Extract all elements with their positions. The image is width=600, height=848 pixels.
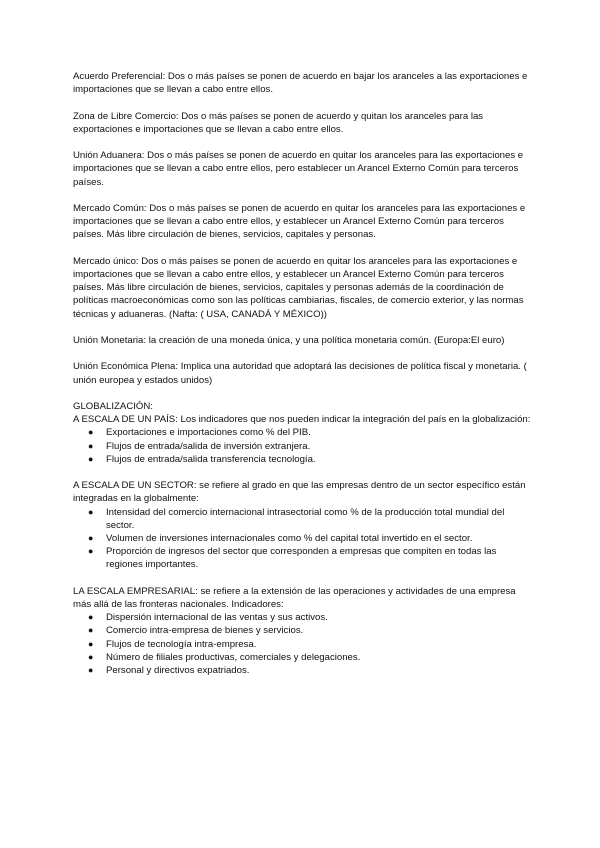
list-item (73, 624, 533, 637)
intro-escala-sector: A ESCALA DE UN SECTOR: se refiere al grado en que las empresas dentro de un sector específico están integradas en la globalmente: (73, 480, 526, 505)
intro-escala-pais: A ESCALA DE UN PAÍS: Los indicadores que nos pueden indicar la integración del país en la globalización: (73, 414, 531, 426)
heading-globalizacion: GLOBALIZACIÓN: (73, 400, 153, 412)
bullet-icon: ● (88, 532, 94, 543)
list-item (73, 532, 533, 545)
list-item (73, 651, 533, 664)
paragraph-zona-libre-comercio: Zona de Libre Comercio: Dos o más países se ponen de acuerdo y quitan los aranceles para las exportaciones e importaciones que se llevan a cabo entre ellos. (73, 110, 484, 135)
bullet-icon: ● (88, 427, 94, 438)
list-escala-pais (73, 426, 533, 466)
list-item (73, 611, 533, 624)
bullet-icon: ● (88, 665, 94, 675)
list-item (73, 453, 533, 466)
paragraph-mercado-comun: Mercado Común: Dos o más países se ponen de acuerdo en quitar los aranceles para las exportaciones e importaciones que se llevan a cabo entre ellos, y establecer un Arancel Externo Común para terceros países. Más libre circulación de bienes, servicios, capitales y personas. (73, 202, 526, 241)
list-item-text: Exportaciones e importaciones como % del PIB. (106, 427, 311, 439)
list-item-text: Flujos de entrada/salida transferencia tecnología. (106, 453, 316, 465)
paragraph-mercado-unico: Mercado único: Dos o más países se ponen de acuerdo en quitar los aranceles para las exportaciones e importaciones que se llevan a cabo entre ellos, y establecer un Arancel Externo Común para terceros países. Más libre circulación de bienes, servicios, capitales y personas además de la coordinación de políticas macroeconómicas como son las políticas cambiarias, fiscales, de comercio exterior, y las normas técnicas y aduaneras. (Nafta: ( USA, CANADÁ Y MÉXICO)) (73, 255, 524, 320)
paragraph-union-economica: Unión Económica Plena: Implica una autoridad que adoptará las decisiones de política fiscal y monetaria. ( unión europea y estados unidos) (73, 361, 527, 386)
list-item (73, 664, 533, 677)
paragraph-acuerdo-preferencial: Acuerdo Preferencial: Dos o más países se ponen de acuerdo en bajar los aranceles a las exportaciones e importaciones que se llevan a cabo entre ellos. (73, 71, 528, 96)
list-item-text: Número de filiales productivas, comerciales y delegaciones. (106, 651, 361, 663)
list-item-text: Dispersión internacional de las ventas y sus activos. (106, 612, 328, 624)
paragraph-union-monetaria: Unión Monetaria: la creación de una moneda única, y una política monetaria común. (Europa:El euro) (73, 334, 505, 346)
list-escala-empresarial (73, 611, 533, 677)
bullet-icon: ● (88, 506, 94, 517)
list-item-text: Flujos de tecnología intra-empresa. (106, 638, 257, 650)
list-item (73, 440, 533, 453)
list-item-text: Personal y directivos expatriados. (106, 665, 250, 676)
bullet-icon: ● (88, 651, 94, 662)
list-item (73, 426, 533, 439)
list-item (73, 506, 533, 532)
intro-escala-empresarial: LA ESCALA EMPRESARIAL: se refiere a la extensión de las operaciones y actividades de una empresa más allá de las fronteras nacionales. Indicadores: (73, 585, 516, 610)
list-item-text: Volumen de inversiones internacionales como % del capital total invertido en el sector. (106, 532, 473, 544)
bullet-icon: ● (88, 440, 94, 451)
list-item (73, 545, 533, 571)
list-escala-sector (73, 506, 533, 572)
list-item-text: Intensidad del comercio internacional intrasectorial como % de la producción total mundial del sector. (106, 506, 505, 531)
bullet-icon: ● (88, 546, 94, 557)
bullet-icon: ● (88, 612, 94, 623)
bullet-icon: ● (88, 638, 94, 649)
bullet-icon: ● (88, 453, 94, 464)
paragraph-union-aduanera: Unión Aduanera: Dos o más países se ponen de acuerdo en quitar los aranceles para las exportaciones e importaciones que se llevan a cabo entre ellos, pero establecer un Arancel Externo Común para terceros países. (73, 150, 524, 188)
list-item-text: Comercio intra-empresa de bienes y servicios. (106, 625, 304, 637)
list-item-text: Flujos de entrada/salida de inversión extranjera. (106, 440, 311, 452)
list-item (73, 638, 533, 651)
list-item-text: Proporción de ingresos del sector que corresponden a empresas que compiten en todas las regiones importantes. (106, 546, 497, 571)
bullet-icon: ● (88, 625, 94, 636)
document-page (73, 70, 533, 690)
